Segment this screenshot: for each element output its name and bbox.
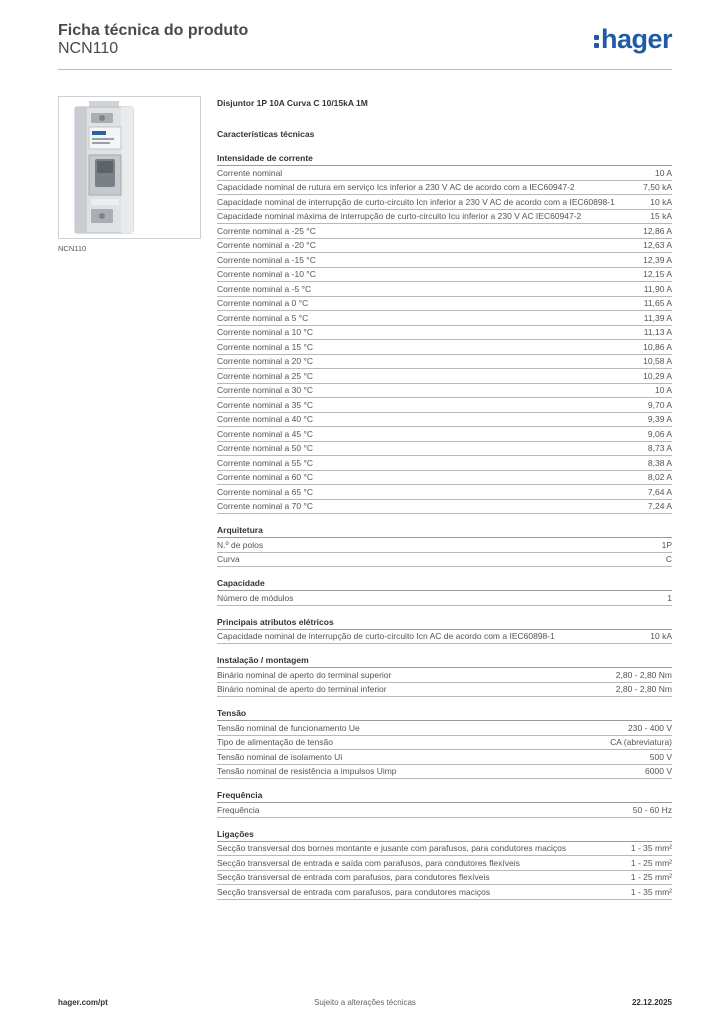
spec-label: Corrente nominal a 70 °C [217,501,314,511]
footer-website: hager.com/pt [58,998,108,1007]
spec-value: C [665,554,672,564]
spec-label: Tensão nominal de resistência a impulsos Uimp [217,766,397,776]
spec-value: CA (abreviatura) [610,737,672,747]
spec-label: Curva [217,554,240,564]
spec-label: Corrente nominal a 35 °C [217,399,314,410]
product-image-caption: NCN110 [58,244,87,253]
spec-value: 10 kA [650,196,672,207]
spec-row [217,224,672,239]
spec-value: 8,38 A [647,457,672,468]
spec-value: 7,50 kA [643,182,672,192]
spec-section [217,524,672,567]
spec-row [217,553,672,568]
spec-label: Corrente nominal a 55 °C [217,457,314,468]
spec-value: 10 kA [650,631,672,641]
section-title: Principais atributos elétricos [217,616,672,630]
spec-label: Corrente nominal a -10 °C [217,269,316,279]
logo-text: hager [600,24,672,54]
spec-value: 9,70 A [647,399,672,410]
spec-value: 11,13 A [643,327,672,337]
spec-label: Secção transversal de entrada com parafusos, para condutores flexíveis [217,872,490,882]
spec-row [217,427,672,442]
spec-value: 10,58 A [643,356,672,366]
spec-value: 1 [667,592,672,603]
spec-value: 2,80 - 2,80 Nm [615,684,672,694]
spec-value: 10 A [654,385,672,395]
spec-label: Tipo de alimentação de tensão [217,737,333,747]
spec-row [217,500,672,515]
spec-label: Secção transversal de entrada e saída com parafusos, para condutores flexíveis [217,857,520,868]
spec-row [217,195,672,210]
spec-row [217,239,672,254]
spec-label: Corrente nominal a 5 °C [217,312,309,323]
spec-value: 1 - 35 mm² [630,843,672,853]
spec-label: Corrente nominal [217,167,283,178]
spec-label: Capacidade nominal de interrupção de curto-circuito Icn inferior a 230 V AC de acordo com a IEC60898-1 [217,196,615,207]
spec-value: 11,65 A [643,298,672,308]
spec-row [217,166,672,181]
spec-label: Corrente nominal a 15 °C [217,341,314,352]
spec-label: Corrente nominal a 0 °C [217,298,309,308]
spec-row [217,471,672,486]
spec-label: Corrente nominal a -25 °C [217,225,316,236]
spec-value: 1 - 35 mm² [630,886,672,897]
spec-row [217,630,672,645]
spec-value: 12,39 A [643,254,672,265]
spec-row [217,398,672,413]
spec-value: 7,24 A [647,501,672,511]
footer-date: 22.12.2025 [631,998,672,1007]
spec-label: Capacidade nominal máxima de interrupção de curto-circuito Icu inferior a 230 V AC IEC60947-2 [217,211,582,221]
spec-row [217,369,672,384]
logo-colon-mark [594,32,599,49]
spec-label: Corrente nominal a 65 °C [217,486,314,497]
spec-label: Binário nominal de aperto do terminal inferior [217,684,387,694]
spec-value: 1 - 25 mm² [630,857,672,868]
spec-value: 12,63 A [643,240,672,250]
spec-section [217,828,672,900]
spec-sections [217,152,672,900]
spec-row [217,683,672,698]
spec-section [217,789,672,818]
spec-value: 10 A [654,167,672,178]
spec-row [217,591,672,606]
section-title: Ligações [217,828,672,842]
spec-label: Corrente nominal a -15 °C [217,254,316,265]
spec-label: Tensão nominal de funcionamento Ue [217,722,360,733]
spec-row [217,885,672,900]
spec-value: 2,80 - 2,80 Nm [615,669,672,680]
section-title: Instalação / montagem [217,654,672,668]
spec-value: 230 - 400 V [628,722,672,733]
spec-label: Capacidade nominal de interrupção de curto-circuito Icn AC de acordo com a IEC60898-1 [217,631,555,641]
spec-row [217,268,672,283]
spec-row [217,456,672,471]
spec-row [217,181,672,196]
spec-label: N.º de polos [217,539,264,550]
spec-value: 8,73 A [647,443,672,453]
spec-row [217,856,672,871]
spec-label: Frequência [217,804,260,815]
spec-value: 10,86 A [643,341,672,352]
spec-section [217,654,672,697]
product-image [58,96,201,239]
spec-value: 50 - 60 Hz [632,804,672,815]
spec-row [217,442,672,457]
footer-disclaimer: Sujeito a alterações técnicas [314,998,416,1007]
spec-row [217,282,672,297]
section-title: Intensidade de corrente [217,152,672,166]
spec-section [217,707,672,779]
spec-value: 15 kA [650,211,672,221]
spec-label: Secção transversal de entrada com parafusos, para condutores maciços [217,886,491,897]
spec-label: Corrente nominal a 20 °C [217,356,314,366]
spec-label: Corrente nominal a -5 °C [217,283,312,294]
spec-row [217,326,672,341]
spec-section [217,577,672,606]
tech-characteristics-heading: Características técnicas [217,129,315,139]
spec-row [217,253,672,268]
spec-value: 11,90 A [643,283,672,294]
spec-content [217,96,672,900]
spec-value: 8,02 A [647,472,672,482]
spec-row [217,538,672,553]
spec-value: 10,29 A [643,370,672,381]
spec-value: 12,15 A [643,269,672,279]
spec-section [217,152,672,514]
spec-row [217,765,672,780]
spec-row [217,340,672,355]
spec-row [217,736,672,751]
page-header [58,20,672,70]
section-title: Capacidade [217,577,672,591]
spec-value: 9,39 A [647,414,672,424]
section-title: Tensão [217,707,672,721]
spec-label: Binário nominal de aperto do terminal superior [217,669,392,680]
spec-row [217,842,672,857]
spec-row [217,485,672,500]
spec-row [217,668,672,683]
spec-value: 9,06 A [647,428,672,439]
spec-row [217,803,672,818]
circuit-breaker-illustration [59,97,200,238]
spec-section [217,616,672,645]
spec-value: 1 - 25 mm² [630,872,672,882]
spec-label: Corrente nominal a -20 °C [217,240,316,250]
spec-value: 7,64 A [647,486,672,497]
spec-value: 12,86 A [643,225,672,236]
spec-label: Corrente nominal a 25 °C [217,370,314,381]
spec-label: Corrente nominal a 50 °C [217,443,314,453]
spec-value: 1P [661,539,672,550]
spec-label: Corrente nominal a 10 °C [217,327,314,337]
spec-row [217,210,672,225]
spec-label: Corrente nominal a 45 °C [217,428,314,439]
spec-label: Capacidade nominal de rutura em serviço Ics inferior a 230 V AC de acordo com a IEC60947-2 [217,182,575,192]
section-title: Frequência [217,789,672,803]
spec-label: Corrente nominal a 60 °C [217,472,314,482]
spec-label: Corrente nominal a 40 °C [217,414,314,424]
section-title: Arquitetura [217,524,672,538]
spec-row [217,384,672,399]
spec-row [217,355,672,370]
spec-label: Secção transversal dos bornes montante e jusante com parafusos, para condutores maciços [217,843,567,853]
spec-value: 500 V [649,751,672,762]
product-name: Disjuntor 1P 10A Curva C 10/15kA 1M [217,98,368,108]
spec-row [217,871,672,886]
hager-logo [594,24,672,55]
spec-label: Número de módulos [217,592,294,603]
product-reference: NCN110 [58,40,119,57]
spec-row [217,297,672,312]
spec-row [217,311,672,326]
spec-label: Tensão nominal de isolamento Ui [217,751,343,762]
spec-row [217,721,672,736]
spec-label: Corrente nominal a 30 °C [217,385,314,395]
spec-value: 6000 V [645,766,672,776]
spec-row [217,750,672,765]
spec-value: 11,39 A [643,312,672,323]
spec-row [217,413,672,428]
document-title: Ficha técnica do produto [58,22,249,39]
